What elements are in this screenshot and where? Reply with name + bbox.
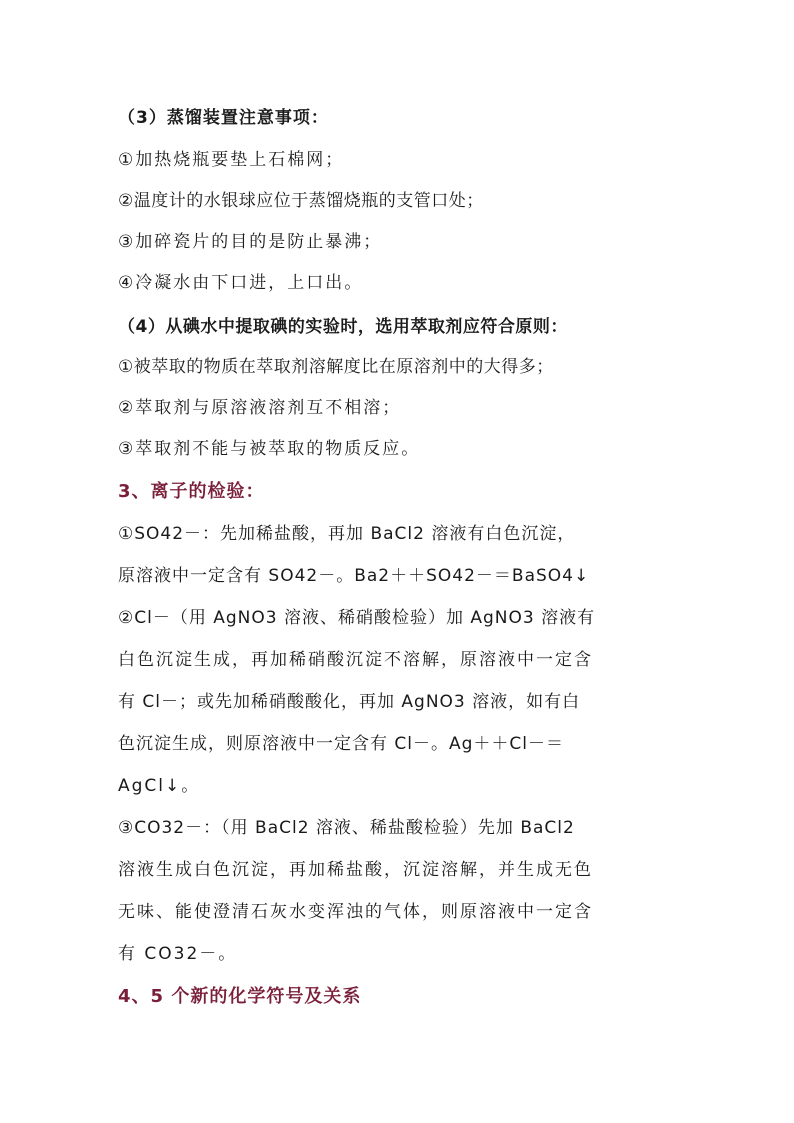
paragraph-line: 有 Cl－；或先加稀硝酸酸化，再加 AgNO3 溶液，如有白 (118, 692, 581, 712)
list-item: ①被萃取的物质在萃取剂溶解度比在原溶剂中的大得多； (118, 357, 554, 377)
list-item: ②温度计的水银球应位于蒸馏烧瓶的支管口处； (118, 191, 484, 211)
paragraph-line: ③CO32－：（用 BaCl2 溶液、稀盐酸检验）先加 BaCl2 (118, 818, 575, 838)
paragraph-line: 色沉淀生成，则原溶液中一定含有 Cl－。Ag＋＋Cl－＝ (118, 734, 565, 754)
paragraph-line: 白色沉淀生成，再加稀硝酸沉淀不溶解，原溶液中一定含 (118, 650, 593, 670)
paragraph-line: 原溶液中一定含有 SO42－。Ba2＋＋SO42－＝BaSO4↓ (118, 566, 590, 586)
section-heading-chemical-symbols: 4、5 个新的化学符号及关系 (118, 986, 362, 1007)
section-heading-ion-tests: 3、离子的检验： (118, 481, 265, 502)
paragraph-line: AgCl↓。 (118, 776, 201, 796)
list-item: ②萃取剂与原溶液溶剂互不相溶； (118, 398, 402, 418)
heading-extraction-principles: （4）从碘水中提取碘的实验时，选用萃取剂应符合原则： (118, 317, 568, 337)
paragraph-line: ①SO42－：先加稀盐酸，再加 BaCl2 溶液有白色沉淀， (118, 524, 576, 544)
list-item: ③加碎瓷片的目的是防止暴沸； (118, 232, 383, 252)
paragraph-line: ②Cl－（用 AgNO3 溶液、稀硝酸检验）加 AgNO3 溶液有 (118, 608, 596, 628)
paragraph-line: 有 CO32－。 (118, 944, 238, 964)
paragraph-line: 无味、能使澄清石灰水变浑浊的气体，则原溶液中一定含 (118, 902, 593, 922)
list-item: ④冷凝水由下口进，上口出。 (118, 273, 364, 293)
list-item: ③萃取剂不能与被萃取的物质反应。 (118, 439, 421, 459)
heading-distillation-notes: （3）蒸馏装置注意事项： (118, 108, 329, 128)
paragraph-line: 溶液生成白色沉淀，再加稀盐酸，沉淀溶解，并生成无色 (118, 860, 593, 880)
list-item: ①加热烧瓶要垫上石棉网； (118, 150, 345, 170)
